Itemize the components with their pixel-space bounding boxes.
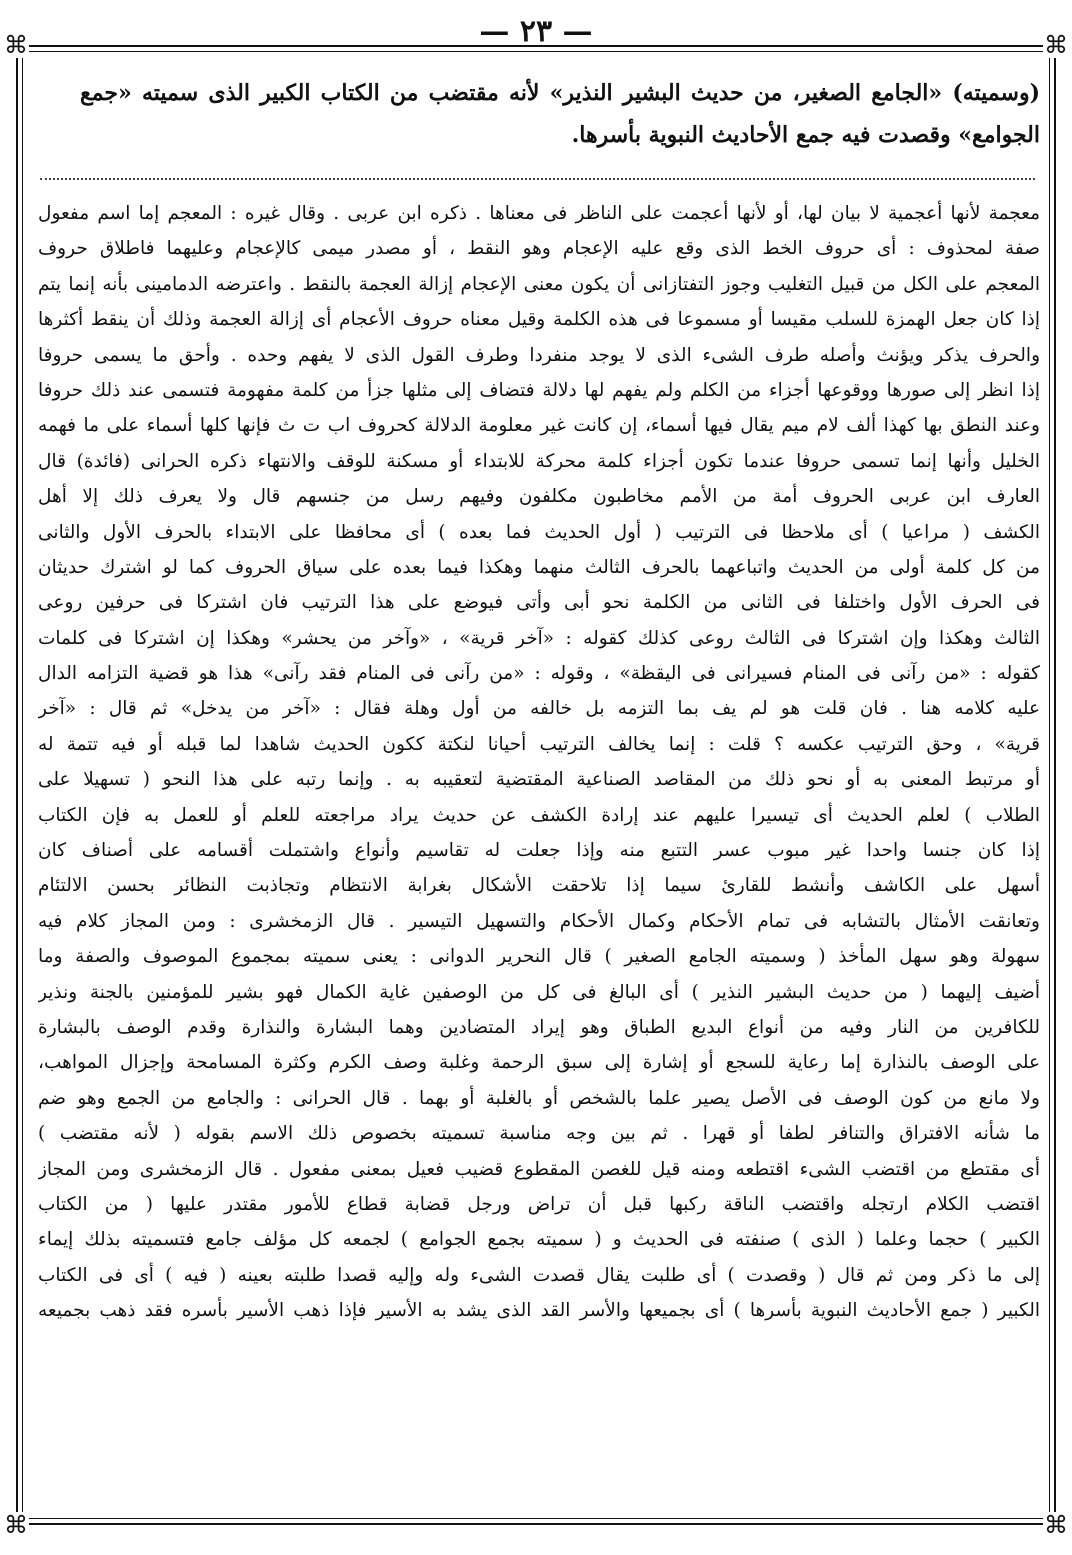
sharh-line: الثالث وهكذا وإن اشتركا فى الثالث روعى كذلك كقوله : «آخر قرية» ، «وآخر من يحشر» وهكذا إن اشتركا فى كلمات — [38, 627, 1040, 649]
sharh-line: سهولة وهو سهل المأخذ ( وسميته الجامع الصغير ) قال النحرير الدوانى : يعنى سميته بمجموع الموصوف والصفة وما — [38, 946, 1040, 968]
corner-ornament-icon: ⌘ — [1044, 31, 1068, 59]
sharh-line: وتعانقت الأمثال بالتشابه فى تمام الأحكام وكمال الأحكام والتسهيل التيسير . قال الزمخشرى : ومن المجاز كلام فيه — [38, 910, 1040, 932]
sharh-line: من كل كلمة أولى من الحديث واتباعهما بالحرف الثالث منهما وهكذا فيما بعده على سياق الحروف كما لو اشترك حديثان — [38, 556, 1040, 578]
sharh-line: الكبير ) حجما وعلما ( الذى ) صنفته فى الحديث و ( سميته بجمع الجوامع ) لجمعه كل مؤلف جامع فتسميته بذلك إيماء — [38, 1229, 1040, 1251]
corner-ornament-icon: ⌘ — [4, 1511, 28, 1539]
sharh-line: قرية» ، وحق الترتيب عكسه ؟ قلت : إنما يخالف الترتيب أحيانا لنكتة ككون الحديث شاهدا لما قبله أو فيه تتمة له — [38, 733, 1040, 755]
matn-paragraph: (وسميته) «الجامع الصغير، من حديث البشير النذير» لأنه مقتضب من الكتاب الكبير الذى سميته «جمع الجوامع» وقصدت فيه جمع الأحاديث النبوية بأسرها. — [80, 80, 1040, 148]
sharh-line: الطلاب ) لعلم الحديث أى تيسيرا عليهم عند إرادة الكشف عن حديث يراد مراجعته للعلم أو للعمل به فإن الكتاب — [38, 804, 1040, 826]
sharh-line: عليه كلامه هنا . فان قلت هو لم يف بما التزمه بل خالفه من أول وهلة فقال : «آخر من يدخل» ثم قال : «آخر — [38, 698, 1040, 720]
sharh-line: المعجم على الكل من قبيل التغليب وجوز التفتازانى أن يكون معنى الإعجام إزالة العجمة بالنقط . واعترضه الدمامينى بأنه إنما يتم — [38, 273, 1040, 295]
dotted-divider — [40, 178, 1035, 180]
sharh-line: وعند النطق بها كهذا ألف لام ميم يقال فيها أسماء، إن كانت غير معلومة الدلالة كحروف اب ت ث فإنها كلها أسماء على ما فهمه — [38, 415, 1040, 437]
corner-ornament-icon: ⌘ — [4, 31, 28, 59]
sharh-line: أضيف إليهما ( من حديث البشير النذير ) أى البالغ فى كل من الوصفين غاية الكمال فهو بشير للمؤمنين بالجنة ونذير — [38, 981, 1040, 1003]
sharh-line: إذا انظر إلى صورها ووقوعها أجزاء من الكلم ولم يفهم لها دلالة فتضاف إلى مثلها جزأ من كلمة مفهومة فتسمى عند ذلك حروفا — [38, 379, 1040, 401]
matn-text-block — [80, 72, 1040, 156]
sharh-line: على الوصف بالنذارة إما رعاية للسجع أو إشارة إلى سبق الرحمة وغلبة وصف الكرم وكثرة المسامحة وإجزال المواهب، — [38, 1052, 1040, 1074]
sharh-line: معجمة لأنها أعجمية لا بيان لها، أو لأنها أعجمت على الناظر فى معناها . ذكره ابن عربى . وقال غيره : المعجم إما اسم مفعول — [38, 203, 1040, 224]
sharh-line: ولا مانع من كون الوصف فى الأصل يصير علما بالشخص أو بالغلبة أو بهما . قال الحرانى : والجامع من الجمع وهو ضم — [38, 1087, 1040, 1109]
sharh-line: إذا كان جنسا واحدا غير مبوب عسر التتبع منه وإذا جعلت له تقاسيم وأنواع واشتملت أقسامه على أصناف كان — [38, 840, 1040, 862]
sharh-line: والحرف يذكر ويؤنث وأصله طرف الشىء الذى لا يوجد منفردا وطرف القول الذى لا يفهم وحده . وأحق ما يسمى حروفا — [38, 344, 1040, 366]
sharh-line: أسهل على الكاشف وأنشط للقارئ سيما إذا تلاحقت الأشكال بغرابة الانتظام وتجاذبت النظائر بحسن الالتئام — [38, 875, 1040, 897]
sharh-line: صفة لمحذوف : أى حروف الخط الذى وقع عليه الإعجام وهو النقط ، أو مصدر ميمى كالإعجام وعليهما فاطلاق حروف — [38, 238, 1040, 260]
sharh-line: أو مرتبط المعنى به أو نحو ذلك من المقاصد الصناعية المقتضية لتعقيبه به . وإنما رتبه على هذا النحو ( تسهيلا على — [38, 769, 1040, 791]
sharh-line: كقوله : «من رآنى فى المنام فسيرانى فى اليقظة» ، وقوله : «من رآنى فى المنام فقد رآنى» هذا هو قضية التزامه الدال — [38, 663, 1040, 685]
sharh-line: ما شأنه الافتراق والتنافر لطفا أو قهرا . ثم بين وجه مناسبة تسميته بخصوص ذلك الاسم بقوله ( لأنه مقتضب ) — [38, 1123, 1040, 1145]
sharh-line: الخليل وأنها إنما تسمى حروفا عندما تكون أجزاء كلمة محركة للابتداء أو مسكنة للوقف والانتهاء ذكره الحرانى (فائدة) قال — [38, 450, 1040, 472]
sharh-line: اقتضب الكلام ارتجله واقتضب الناقة ركبها قبل أن تراض ورجل قضابة قطاع للأمور مقتدر عليها ( من الكتاب — [38, 1193, 1040, 1215]
sharh-line: العارف ابن عربى الحروف أمة من الأمم مخاطبون مكلفون وفيهم رسل من جنسهم قال ولا يعرف ذلك إلا أهل — [38, 486, 1040, 508]
sharh-line: الكبير ( جمع الأحاديث النبوية بأسرها ) أى بجميعها والأسر القد الذى يشد به الأسير فإذا ذهب الأسير بأسره فقد ذهب بجميعه — [38, 1300, 1040, 1322]
sharh-line: إذا كان جعل الهمزة للسلب مقيسا أو مسموعا فى هذه الكلمة وقيل معناه حروف الأعجام أى إزالة العجمة وذلك أن ينقط أكثرها — [38, 309, 1040, 331]
page-number: — ٢٣ — — [479, 14, 593, 49]
sharh-line: فى الحرف الأول واختلفا فى الثانى من الكلمة نحو أبى وأتى فيوضع على هذا الترتيب فان اشتركا فى حرفين روعى — [38, 592, 1040, 614]
sharh-line: إلى ما ذكر ومن ثم قال ( وقصدت ) أى طلبت يقال قصدت الشىء وله وإليه قصدا طلبته بعينه ( فيه ) أى فى الكتاب — [38, 1264, 1040, 1286]
sharh-commentary-block — [38, 196, 1040, 1399]
sharh-line: الكشف ( مراعيا ) أى ملاحظا فى الترتيب ( أول الحديث فما بعده ) أى محافظا على الابتداء بالحرف الأول والثانى — [38, 521, 1040, 543]
corner-ornament-icon: ⌘ — [1044, 1511, 1068, 1539]
sharh-line: للكافرين من النار وفيه من أنواع البديع الطباق وهو إيراد المتضادين وهما البشارة والنذارة وقدم الوصف بالبشارة — [38, 1016, 1040, 1038]
sharh-line — [38, 1329, 1040, 1364]
sharh-line — [38, 1364, 1040, 1399]
sharh-line: أى مقتطع من اقتضب الشىء اقتطعه ومنه قيل للغصن المقطوع قضيب فعيل بمعنى مفعول . قال الزمخشرى ومن المجاز — [38, 1158, 1040, 1180]
